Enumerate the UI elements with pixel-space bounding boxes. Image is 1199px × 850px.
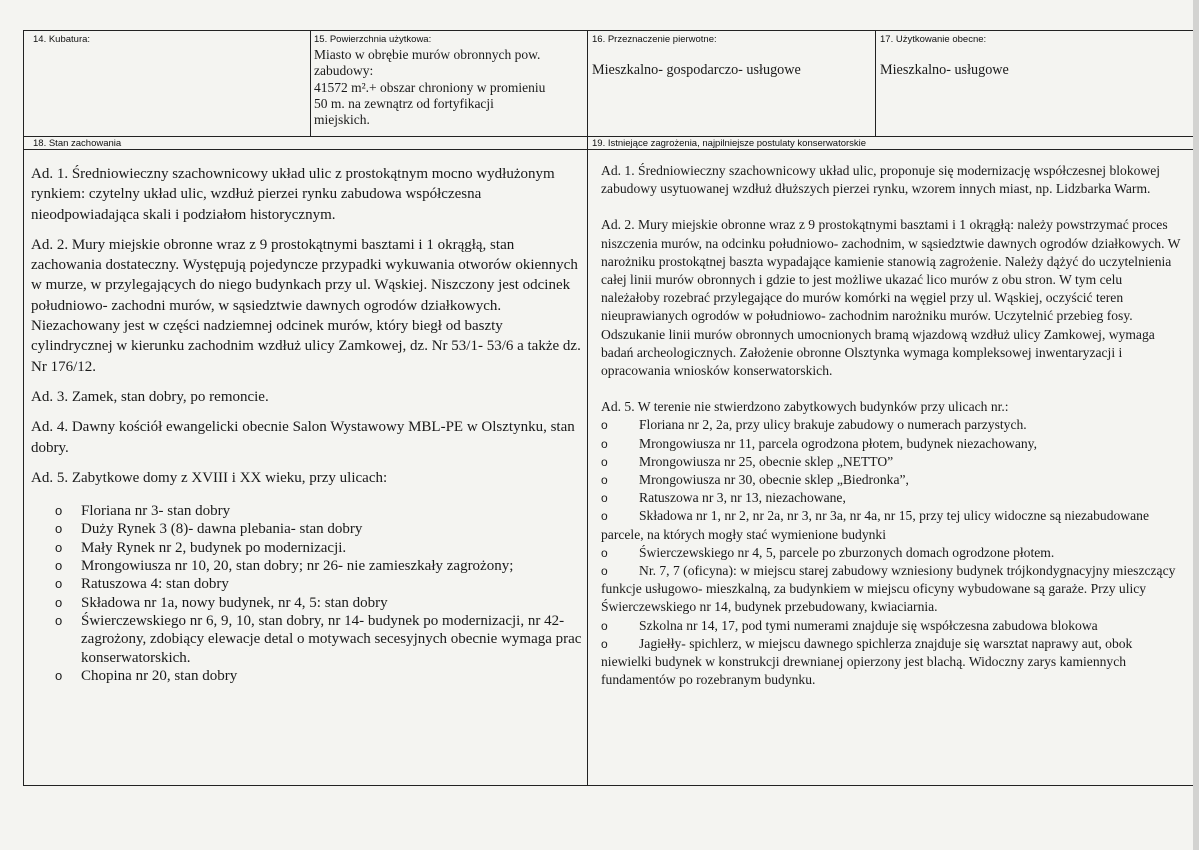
stan-paragraph: Ad. 1. Średniowieczny szachownicowy układ ulic z prostokątnym mocno wydłużonym rynkiem: czytelny układ ulic, wzdłuż pierzei rynku zabudowa współczesna nieodpowiadająca skali i podziałom historycznym. (31, 166, 555, 223)
bullet-icon: o (601, 418, 608, 433)
list-item (31, 667, 583, 685)
stan-paragraph: Ad. 3. Zamek, stan dobry, po remoncie. (31, 388, 269, 405)
bullet-icon: o (601, 564, 608, 579)
list-item-text: Mrongowiusza nr 30, obecnie sklep „Biedronka”, (639, 472, 909, 488)
bullet-icon: o (601, 509, 608, 524)
stan-paragraph: Ad. 2. Mury miejskie obronne wraz z 9 prostokątnymi basztami i 1 okrągłą, stan zachowania dostateczny. Występują pojedyncze przypadki wykuwania otworów okiennych w murze, w przylegających do niego budynkach przy ul. Wąskiej. Niszczony jest odcinek południowo- zachodni murów, w sąsiedztwie dawnych ogrodów działkowych. Niezachowany jest w części nadziemnej odcinek murów, który biegł od baszty cylindrycznej w kierunku zachodnim wzdłuż ulicy Zamkowej, dz. Nr 53/1- 53/6 a także dz. Nr 176/12. (31, 236, 581, 375)
uzytkowanie-label: 17. Użytkowanie obecne: (880, 34, 987, 45)
zagrozenia-paragraph: Ad. 2. Mury miejskie obronne wraz z 9 prostokątnymi basztami i 1 okrągłą: należy powstrzymać proces niszczenia murów, na odcinku południowo- zachodnim, w sąsiedztwie dawnych ogrodów działkowych. W narożniku prostokątnej baszta wypadające kamienie stanowią zagrożenie. Należy dążyć do uczytelnienia całej linii murów obronnych i gdzie to jest możliwe ukazać lico murów z obu stron. W tym celu należałoby rozebrać przylegające do murów komórki na węgiel przy ul. Wąskiej, oczyścić teren nieuprawianych ogrodów w południowo- zachodnim narożniku murów. Uczytelnić przebieg fosy. Odszukanie linii murów obronnych umocnionych bramą wjazdową wzdłuż ulicy Zamkowej, wymaga badań archeologicznych. Założenie obronne Olsztynka wymaga kompleksowej inwentaryzacji i opracowania wniosków konserwatorskich. (601, 217, 1181, 379)
col-divider-15 (310, 30, 311, 137)
list-item (601, 435, 1181, 453)
powierzchnia-line: zabudowy: (314, 63, 374, 79)
bullet-icon: o (601, 618, 608, 633)
list-item-text: Chopina nr 20, stan dobry (81, 667, 238, 684)
zagrozenia-label: 19. Istniejące zagrożenia, najpilniejsze postulaty konserwatorskie (592, 138, 867, 149)
stan-paragraph: Ad. 5. Zabytkowe domy z XVIII i XX wieku, przy ulicach: (31, 469, 388, 486)
list-item-text: Mały Rynek nr 2, budynek po modernizacji. (81, 539, 347, 556)
list-item-text: Świerczewskiego nr 6, 9, 10, stan dobry, nr 14- budynek po modernizacji, nr 42-zagrożony, zdobiący elewacje detal o motywach secesyjnych obecnie wymaga prac konserwatorskich. (81, 612, 582, 666)
bullet-icon: o (55, 558, 63, 574)
bullet-icon: o (55, 667, 63, 683)
bullet-icon: o (55, 539, 63, 555)
list-item (601, 453, 1181, 471)
przeznaczenie-label: 16. Przeznaczenie pierwotne: (592, 34, 717, 45)
col-divider-17 (875, 30, 876, 137)
list-item (601, 471, 1181, 489)
stan-paragraph: Ad. 4. Dawny kościół ewangelicki obecnie Salon Wystawowy MBL-PE w Olsztynku, stan dobry. (31, 419, 575, 456)
list-item (31, 502, 583, 520)
list-item-text: Floriana nr 3- stan dobry (81, 503, 231, 520)
list-item (601, 562, 1181, 617)
bullet-icon: o (55, 576, 63, 592)
col-divider-main (587, 30, 588, 786)
powierzchnia-line: 50 m. na zewnątrz od fortyfikacji (314, 95, 494, 111)
powierzchnia-value (314, 47, 586, 128)
list-item-text: Ratuszowa nr 3, nr 13, niezachowane, (639, 490, 846, 506)
list-item-text: Jagiełły- spichlerz, w miejscu dawnego spichlerza znajduje się warsztat naprawy aut, obok niewielki budynek w konstrukcji drewnianej opierzony jest blachą. Widoczny zarys kamiennych fundamentów po rozebranym budynku. (601, 635, 1133, 688)
zagrozenia-body (601, 162, 1181, 689)
kubatura-label: 14. Kubatura: (33, 34, 91, 45)
uzytkowanie-value: Mieszkalno- usługowe (880, 62, 1009, 78)
list-item-text: Floriana nr 2, 2a, przy ulicy brakuje zabudowy o numerach parzystych. (639, 417, 1027, 433)
powierzchnia-label: 15. Powierzchnia użytkowa: (314, 34, 432, 45)
powierzchnia-line: 41572 m².+ obszar chroniony w promieniu (314, 79, 546, 95)
list-item-text: Mrongowiusza nr 25, obecnie sklep „NETTO” (639, 453, 894, 469)
list-item (31, 539, 583, 557)
stan-street-list (31, 502, 583, 685)
bullet-icon: o (55, 503, 63, 519)
list-item-text: Składowa nr 1a, nowy budynek, nr 4, 5: stan dobry (81, 594, 388, 611)
powierzchnia-line: miejskich. (314, 112, 370, 128)
bullet-icon: o (55, 612, 63, 628)
list-item-text: Szkolna nr 14, 17, pod tymi numerami znajduje się współczesna zabudowa blokowa (639, 617, 1098, 633)
list-item (601, 635, 1181, 690)
section-label-divider (23, 149, 1193, 150)
list-item (31, 594, 583, 612)
list-item (601, 544, 1181, 562)
list-item-text: Mrongowiusza nr 10, 20, stan dobry; nr 26- nie zamieszkały zagrożony; (81, 558, 514, 575)
left-border (23, 30, 24, 786)
list-item (31, 575, 583, 593)
stan-zachowania-body (31, 164, 583, 685)
list-item (601, 617, 1181, 635)
header-divider (23, 136, 1193, 137)
przeznaczenie-value: Mieszkalno- gospodarczo- usługowe (592, 62, 801, 78)
bullet-icon: o (55, 594, 63, 610)
list-item-text: Duży Rynek 3 (8)- dawna plebania- stan dobry (81, 521, 363, 538)
zagrozenia-ad5-intro: Ad. 5. W terenie nie stwierdzono zabytkowych budynków przy ulicach nr.: (601, 399, 1009, 415)
list-item (31, 520, 583, 538)
bullet-icon: o (601, 491, 608, 506)
zagrozenia-paragraph: Ad. 1. Średniowieczny szachownicowy układ ulic, proponuje się modernizację współczesnej blokowej zabudowy usytuowanej wzdłuż dłuższych pierzei rynku, wzorem innych miast, np. Lidzbarka Warm. (601, 163, 1161, 197)
stan-zachowania-label: 18. Stan zachowania (33, 138, 122, 149)
bullet-icon: o (601, 636, 608, 651)
list-item (31, 557, 583, 575)
bullet-icon: o (601, 454, 608, 469)
bullet-icon: o (601, 545, 608, 560)
list-item-text: Mrongowiusza nr 11, parcela ogrodzona płotem, budynek niezachowany, (639, 435, 1037, 451)
bullet-icon: o (601, 436, 608, 451)
list-item-text: Nr. 7, 7 (oficyna): w miejscu starej zabudowy wzniesiony budynek trójkondygnacyjny mieszczący funkcje usługowo- mieszkalną, za budynkiem w miejscu oficyny wybudowane są garaże. Przy ulicy Świerczewskiego nr 14, budynek przebudowany, kwiaciarnia. (601, 563, 1176, 615)
bullet-icon: o (601, 473, 608, 488)
list-item (601, 489, 1181, 507)
top-border (23, 30, 1193, 31)
list-item-text: Ratuszowa 4: stan dobry (81, 576, 229, 593)
list-item-text: Świerczewskiego nr 4, 5, parcele po zburzonych domach ogrodzone płotem. (639, 544, 1055, 560)
list-item (31, 612, 583, 667)
bottom-border (23, 785, 1193, 786)
list-item-text: Składowa nr 1, nr 2, nr 2a, nr 3, nr 3a, nr 4a, nr 15, przy tej ulicy widoczne są niezabudowane parcele, na których mogły stać wymienione budynki (601, 508, 1149, 542)
powierzchnia-line: Miasto w obrębie murów obronnych pow. (314, 47, 541, 62)
bullet-icon: o (55, 521, 63, 537)
list-item (601, 507, 1181, 543)
list-item (601, 416, 1181, 434)
